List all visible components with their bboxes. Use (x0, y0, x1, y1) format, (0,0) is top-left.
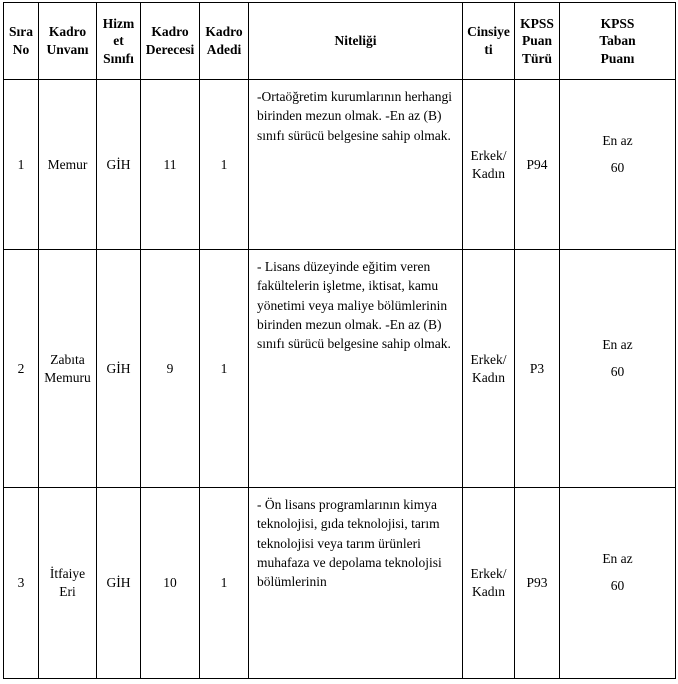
header-line: Niteliği (334, 33, 377, 49)
column-header-niteligi (249, 3, 463, 80)
header-line: Puanı (600, 50, 635, 66)
header-line: KPSS (520, 15, 554, 31)
column-header-kpss-taban-puani (560, 3, 676, 80)
table-row (4, 250, 676, 488)
cell-kpss-taban-puani (560, 488, 676, 679)
table-row (4, 80, 676, 250)
taban-line: 60 (610, 578, 625, 593)
header-line: No (12, 42, 30, 57)
cell-kpss-taban-puani (560, 250, 676, 488)
taban-line: En az (602, 336, 633, 352)
cinsiyet-line: Erkek/ (470, 147, 507, 163)
table-body (4, 80, 676, 679)
column-header-hizmet-sinifi (97, 3, 141, 80)
cell-niteligi: - Lisans düzeyinde eğitim veren fakültelerin işletme, iktisat, kamu yönetimi veya maliye bölümlerinin birinden mezun olmak. -En az (B) sınıfı sürücü belgesine sahip olmak. (249, 250, 463, 488)
cell-kadro-derecesi: 9 (141, 250, 200, 488)
header-row (4, 3, 676, 80)
cinsiyet-line: Erkek/ (470, 566, 507, 582)
cell-hizmet-sinifi: GİH (97, 488, 141, 679)
unvan-line: Memuru (44, 369, 91, 385)
header-line: Taban (599, 33, 636, 49)
header-line: ti (484, 42, 493, 57)
cell-kadro-adedi: 1 (200, 488, 249, 679)
unvan-line: Zabıta (50, 351, 85, 367)
cell-kpss-puan-turu: P93 (515, 488, 560, 679)
header-line: Sınıfı (103, 50, 134, 66)
unvan-line: Eri (59, 584, 76, 599)
column-header-sira-no (4, 3, 39, 80)
header-line: KPSS (600, 15, 635, 31)
cell-kpss-puan-turu: P94 (515, 80, 560, 250)
unvan-line: İtfaiye (49, 566, 86, 582)
header-line: Puan (521, 33, 552, 49)
column-header-cinsiyeti (463, 3, 515, 80)
cell-kadro-unvani (39, 488, 97, 679)
header-line: Derecesi (145, 42, 195, 57)
header-line: Kadro (151, 24, 189, 40)
table-header (4, 3, 676, 80)
column-header-kadro-derecesi (141, 3, 200, 80)
column-header-kpss-puan-turu (515, 3, 560, 80)
cell-sira-no: 2 (4, 250, 39, 488)
taban-line: 60 (610, 159, 625, 175)
taban-line: En az (602, 132, 633, 148)
cell-sira-no: 1 (4, 80, 39, 250)
cell-kadro-derecesi: 11 (141, 80, 200, 250)
cell-niteligi: -Ortaöğretim kurumlarının herhangi birinden mezun olmak. -En az (B) sınıfı sürücü belgesine sahip olmak. (249, 80, 463, 250)
header-line: Unvanı (46, 42, 89, 57)
cell-hizmet-sinifi: GİH (97, 250, 141, 488)
cell-kpss-taban-puani (560, 80, 676, 250)
cell-kadro-unvani: Memur (39, 80, 97, 250)
cinsiyet-line: Kadın (472, 165, 505, 181)
cinsiyet-line: Erkek/ (470, 351, 507, 367)
kadro-ilani-table (3, 2, 676, 679)
taban-line: En az (602, 551, 633, 566)
cell-kadro-adedi: 1 (200, 250, 249, 488)
cell-kpss-puan-turu: P3 (515, 250, 560, 488)
taban-line: 60 (610, 363, 625, 379)
table-row (4, 488, 676, 679)
cell-kadro-derecesi: 10 (141, 488, 200, 679)
cinsiyet-line: Kadın (472, 584, 505, 599)
header-line: Hizm (102, 15, 135, 31)
column-header-kadro-adedi (200, 3, 249, 80)
cell-cinsiyeti (463, 250, 515, 488)
cell-cinsiyeti (463, 488, 515, 679)
header-line: Sıra (8, 24, 33, 40)
header-line: Cinsiye (467, 24, 510, 40)
header-line: Türü (521, 50, 552, 66)
cell-kadro-adedi: 1 (200, 80, 249, 250)
cell-kadro-unvani (39, 250, 97, 488)
cell-cinsiyeti (463, 80, 515, 250)
cinsiyet-line: Kadın (472, 369, 505, 385)
header-line: Kadro (48, 24, 87, 40)
column-header-kadro-unvani (39, 3, 97, 80)
header-line: et (113, 33, 124, 49)
cell-hizmet-sinifi: GİH (97, 80, 141, 250)
header-line: Adedi (206, 42, 242, 57)
header-line: Kadro (205, 24, 243, 40)
cell-niteligi: - Ön lisans programlarının kimya teknolojisi, gıda teknolojisi, tarım teknolojisi veya tarım ürünleri muhafaza ve depolama teknolojisi bölümlerinin (249, 488, 463, 679)
cell-sira-no: 3 (4, 488, 39, 679)
